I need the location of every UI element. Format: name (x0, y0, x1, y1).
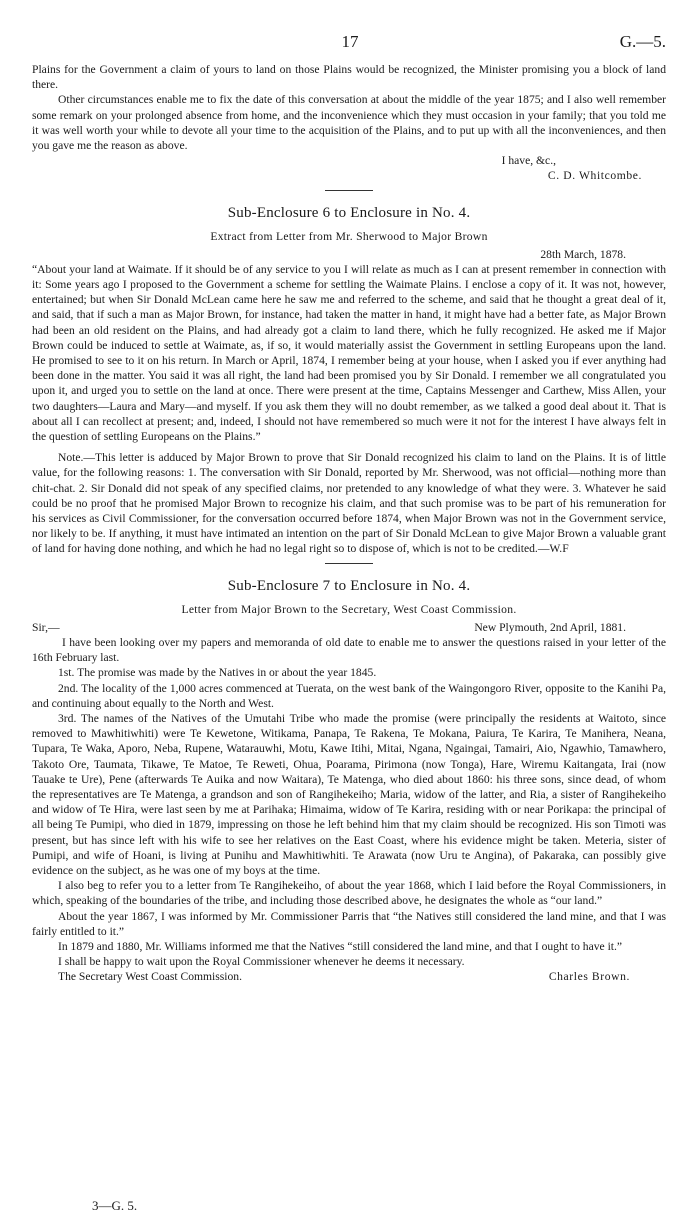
page-body (32, 62, 666, 985)
intro-signature: C. D. Whitcombe. (547, 169, 642, 183)
addressee: The Secretary West Coast Commission. (58, 970, 243, 984)
letter-paragraph-7: I shall be happy to wait upon the Royal Commissioner whenever he deems it necessary. (58, 955, 465, 969)
intro-closing: I have, &c., (501, 154, 556, 168)
sub-enclosure-6-heading: Sub-Enclosure 6 to Enclosure in No. 4. (227, 204, 471, 221)
sub-enclosure-7-subheading: Letter from Major Brown to the Secretary, West Coast Commission. (181, 602, 517, 616)
letter-paragraph-4: I also beg to refer you to a letter from Te Rangihekeiho, of about the year 1868, which I laid before the Royal Commissioners, in which, speaking of the boundaries of the tribe, and including those described above, he designates the whole as “our land.” (32, 879, 666, 908)
intro-paragraph-2: Other circumstances enable me to fix the date of this conversation at about the middle of the year 1875; and I also well remember some remark on your prolonged absence from home, and the inconvenience which they must occasion in your family; that you told me it was well worth your while to devote all your time to the acquisition of the Plains, and to put up with all the inconveniences, and then you gave me the reason as above. (32, 93, 666, 153)
salutation-row (32, 620, 666, 635)
letter-signature: Charles Brown. (548, 970, 630, 984)
sub-enclosure-7-heading: Sub-Enclosure 7 to Enclosure in No. 4. (227, 577, 471, 594)
signature-mark: 3—G. 5. (92, 1198, 138, 1213)
salutation: Sir,— (32, 620, 60, 634)
sub-enclosure-6-body: “About your land at Waimate. If it should be of any service to you I will relate as much as I can at present remember in connection with it: Some years ago I proposed to the Government a scheme for settling the Waimate Plains. I enclose a copy of it. It was not, however, entertained; but when Sir Donald McLean came here he saw me and referred to the scheme, and said that he thought a great deal of it, and said, that if such a man as Major Brown, for instance, had taken the matter in hand, it might have had a better fate, as Major Brown had been an old resident on the Plains, and had already got a claim to land there, which he fully recognized. He asked me if Major Brown could be induced to settle at Waimate, as, if so, it would materially assist the Government in settling Europeans upon the land. He promised to see to it on his return. In March or April, 1874, I remember being at your house, when I asked you if ever anything had been done in the matter. You said it was all right, the land had been promised you by Sir Donald. I remember we all congratulated you upon it, and urged you to settle on the land at once. There were present at the time, Captains Messenger and Carthew, Miss Allen, your two daughters—Laura and Mary—and myself. If you ask them they will no doubt remember, as we talked a good deal about it. That is about all I can recollect at present; and, indeed, I should not have remembered so much were it not for the interest I have always felt in the question of settling Europeans on the Plains.” (32, 262, 666, 444)
section-divider (325, 563, 373, 564)
section-divider (325, 190, 373, 191)
document-code: G.—5. (619, 32, 666, 51)
addressee-row (32, 969, 666, 984)
sub-enclosure-6-subheading: Extract from Letter from Mr. Sherwood to Major Brown (210, 229, 488, 243)
page-number: 17 (341, 32, 359, 51)
sub-enclosure-6-date: 28th March, 1878. (540, 247, 626, 261)
intro-paragraph-1: Plains for the Government a claim of yours to land on those Plains would be recognized, the Minister promising you a block of land there. (32, 63, 666, 92)
letter-paragraph-1: 1st. The promise was made by the Natives in or about the year 1845. (58, 666, 377, 680)
letter-intro-paragraph: I have been looking over my papers and memoranda of old date to enable me to answer the questions raised in your letter of the 16th February last. (32, 635, 666, 665)
letter-paragraph-5: About the year 1867, I was informed by Mr. Commissioner Parris that “the Natives still considered the land mine, and that I was fairly entitled to it.” (32, 909, 666, 938)
letter-paragraph-3: 3rd. The names of the Natives of the Umutahi Tribe who made the promise (were principally the residents at Waitoto, since removed to Mawhitiwhiti) were Te Kewetone, Witikama, Panapa, Te Rakena, Te Mokana, Paiura, Te Karira, Te Manihera, Neana, Tupara, Te Waka, Aporo, Neba, Rupene, Watarauwhi, Motu, Kawe Itihi, Mitai, Ngana, Ngaingai, Tamairi, Aio, Ngawhio, Tamawhero, Takoto Ore, Taumata, Tikawe, Te Matoe, Te Reweti, Ohua, Poarama, Pirimona (now Tonga), Hare, Wiremu Kaitangata, Irai (now Tauake te Ure), Pene (afterwards Te Auika and now Waitara), Te Matenga, who died about 1860: his three sons, since dead, of whom the representatives are Te Matenga, a grandson and son of Rangihekeiho; Maria, widow of the latter, and Ria, a sister of Rangihekeiho and widow of Te Hira, were last seen by me at Parihaka; Himaima, widow of Te Karira, residing with or near Porikapa: the principal of all being Te Pumipi, who died in 1879, impressing on those he left behind him that my claim should be recognized. His son Timoti was present, but has since left with his wife to see her relatives on the East Coast, where his evidence might be taken. Meteria, sister of Pumipi, and wife of Hoani, is living at Punihu and Mawhitiwhiti. Te Arawata (now Uru te Angina), of Pakaraka, can possibly give evidence on the subject, as he was one of my boys at the time. (32, 711, 666, 877)
sub-enclosure-6-note: Note.—This letter is adduced by Major Brown to prove that Sir Donald recognized his claim to land on the Plains. It is of little value, for the following reasons: 1. The conversation with Sir Donald, reported by Mr. Sherwood, was not official—nothing more than chit-chat. 2. Sir Donald did not speak of any specified claims, nor pretended to any knowledge of what they were. 3. Whatever he said could be no proof that he promised Major Brown to recognize his claim, and that such promise was to be part of his remuneration for his services as Civil Commissioner, for the conversation occurred before 1874, when Major Brown was not in the Government service, nor likely to be. If anything, it must have intimated an intention on the part of Sir Donald McLean to give Major Brown a valuable grant of land for having done nothing, and which he had no legal right so to dispose of, which is not to be credited.—W.F (32, 451, 666, 556)
sub-enclosure-7-date: New Plymouth, 2nd April, 1881. (474, 620, 626, 634)
letter-paragraph-2: 2nd. The locality of the 1,000 acres commenced at Tuerata, on the west bank of the Waingongoro River, opposite to the Kanihi Pa, and continuing about equally to the North and West. (32, 681, 666, 710)
letter-paragraph-6: In 1879 and 1880, Mr. Williams informed me that the Natives “still considered the land mine, and that I ought to have it.” (58, 939, 623, 953)
